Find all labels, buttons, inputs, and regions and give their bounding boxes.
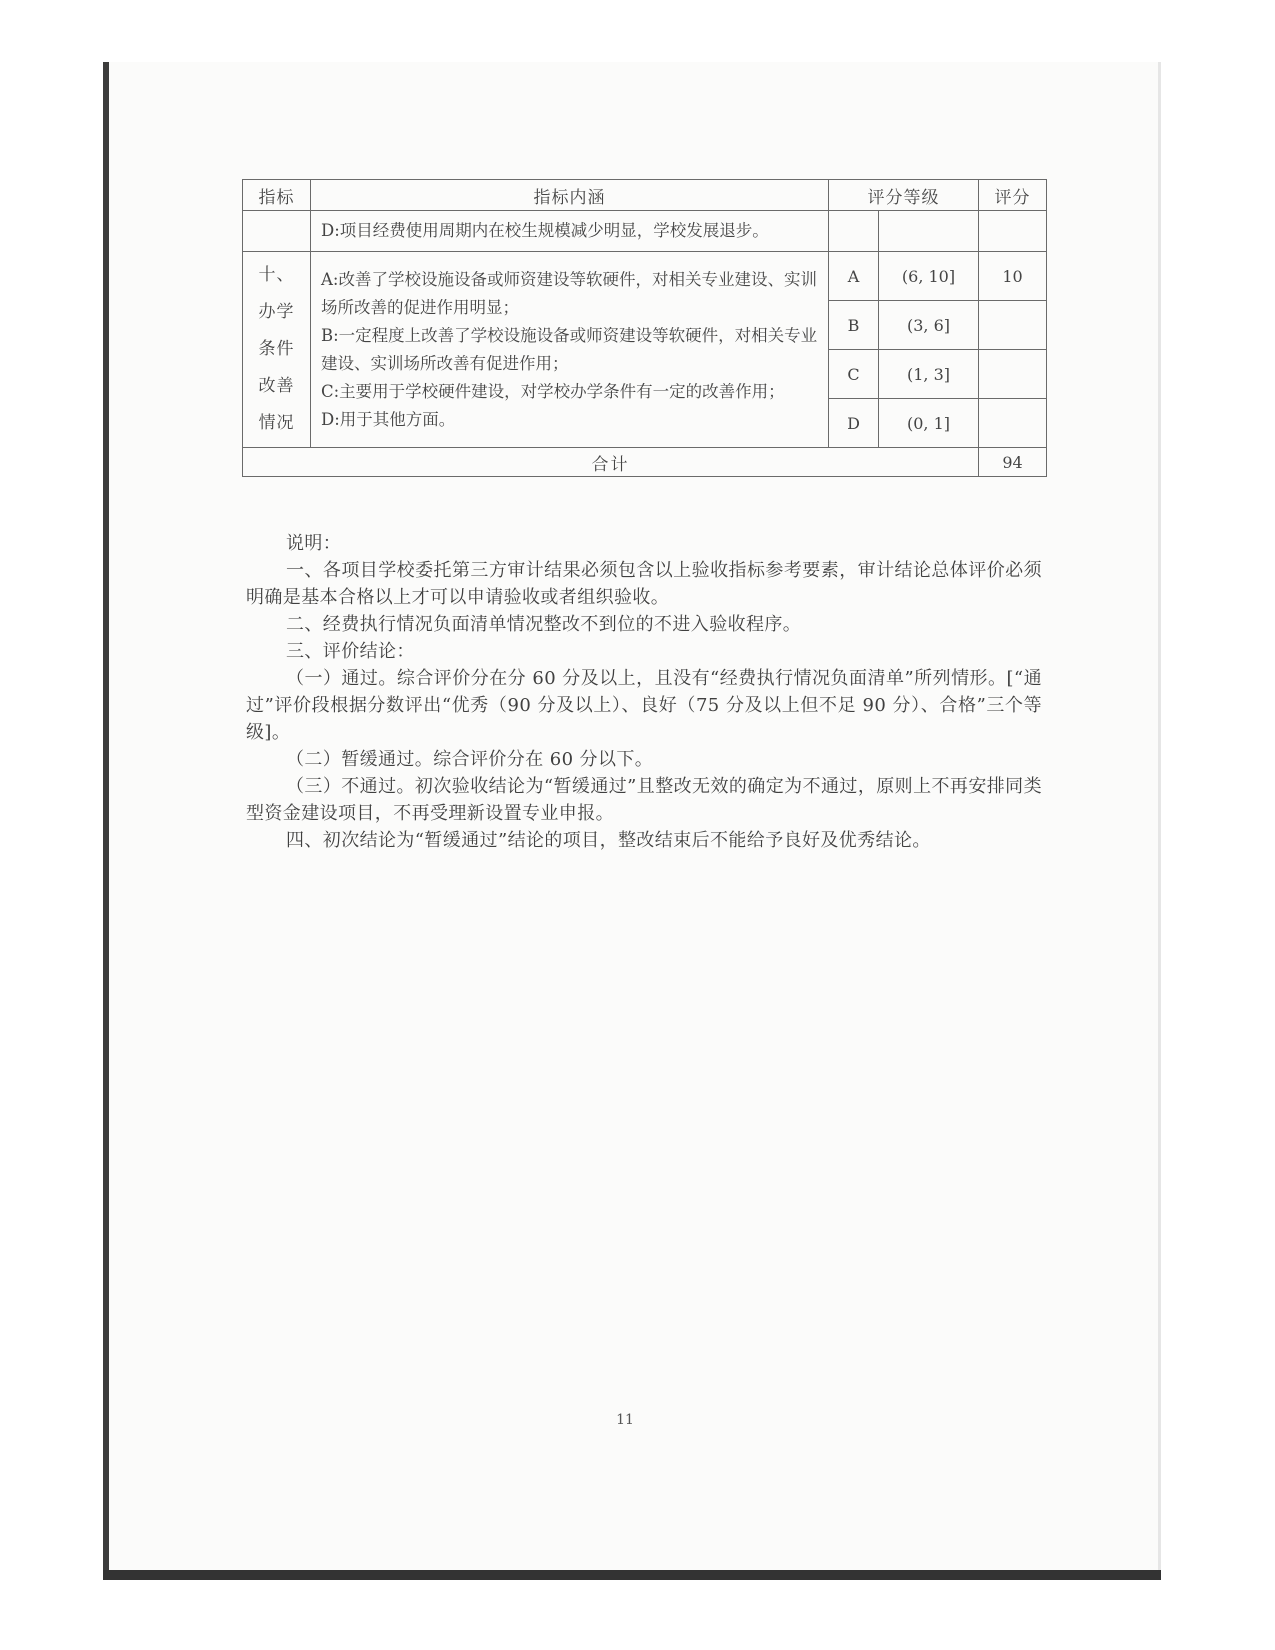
- prev-indicator-cell: [243, 211, 311, 252]
- range-b: (3, 6]: [879, 301, 979, 350]
- prev-content-cell: D:项目经费使用周期内在校生规模减少明显，学校发展退步。: [311, 211, 829, 252]
- note-item-3-1: （一）通过。综合评价分在分 60 分及以上，且没有“经费执行情况负面清单”所列情形。[“通过”评价段根据分数评出“优秀（90 分及以上）、良好（75 分及以上但不足 90 分）、合格”三个等级]。: [246, 668, 1042, 743]
- range-d: (0, 1]: [879, 399, 979, 448]
- content-option-c: C:主要用于学校硬件建设，对学校办学条件有一定的改善作用；: [321, 381, 785, 401]
- evaluation-table: [242, 179, 1047, 477]
- prev-range-cell: [879, 211, 979, 252]
- note-item-2: 二、经费执行情况负面清单情况整改不到位的不进入验收程序。: [286, 614, 802, 635]
- content-option-a: A:改善了学校设施设备或师资建设等软硬件，对相关专业建设、实训场所改善的促进作用明显；: [321, 269, 817, 317]
- grade-c: C: [829, 350, 879, 399]
- header-grade: 评分等级: [829, 180, 979, 211]
- header-content: 指标内涵: [311, 180, 829, 211]
- prev-score-cell: [979, 211, 1047, 252]
- indicator-cell-10: [243, 252, 311, 448]
- notes-heading: 说明：: [286, 533, 342, 554]
- note-item-3-2: （二）暂缓通过。综合评价分在 60 分以下。: [286, 749, 654, 770]
- grade-b: B: [829, 301, 879, 350]
- range-a: (6, 10]: [879, 252, 979, 301]
- score-a: 10: [979, 252, 1047, 301]
- score-b: [979, 301, 1047, 350]
- prev-grade-cell: [829, 211, 879, 252]
- indicator-label: 十、办学条件改善情况: [258, 265, 295, 433]
- content-option-d: D:用于其他方面。: [321, 409, 456, 429]
- total-value: 94: [979, 448, 1047, 477]
- scan-shadow-bottom: [103, 1570, 1161, 1580]
- content-cell-10: [311, 252, 829, 448]
- score-d: [979, 399, 1047, 448]
- table-total-row: [243, 448, 1047, 477]
- header-score: 评分: [979, 180, 1047, 211]
- scan-shadow-right: [1158, 62, 1161, 1580]
- grade-a: A: [829, 252, 879, 301]
- range-c: (1, 3]: [879, 350, 979, 399]
- note-item-4: 四、初次结论为“暂缓通过”结论的项目，整改结束后不能给予良好及优秀结论。: [286, 830, 931, 851]
- note-item-3: 三、评价结论：: [286, 641, 415, 662]
- page-number: 11: [616, 1412, 634, 1428]
- table-header-row: [243, 180, 1047, 211]
- note-item-1: 一、各项目学校委托第三方审计结果必须包含以上验收指标参考要素，审计结论总体评价必须明确是基本合格以上才可以申请验收或者组织验收。: [246, 560, 1042, 608]
- grade-d: D: [829, 399, 879, 448]
- table-row-10-a: [243, 252, 1047, 301]
- scan-shadow-left: [103, 62, 109, 1580]
- content-option-b: B:一定程度上改善了学校设施设备或师资建设等软硬件，对相关专业建设、实训场所改善有促进作用；: [321, 325, 818, 373]
- total-label: 合计: [243, 448, 979, 477]
- table-row-previous: [243, 211, 1047, 252]
- header-indicator: 指标: [243, 180, 311, 211]
- notes-section: [246, 530, 1042, 854]
- note-item-3-3: （三）不通过。初次验收结论为“暂缓通过”且整改无效的确定为不通过，原则上不再安排同类型资金建设项目，不再受理新设置专业申报。: [246, 776, 1042, 824]
- score-c: [979, 350, 1047, 399]
